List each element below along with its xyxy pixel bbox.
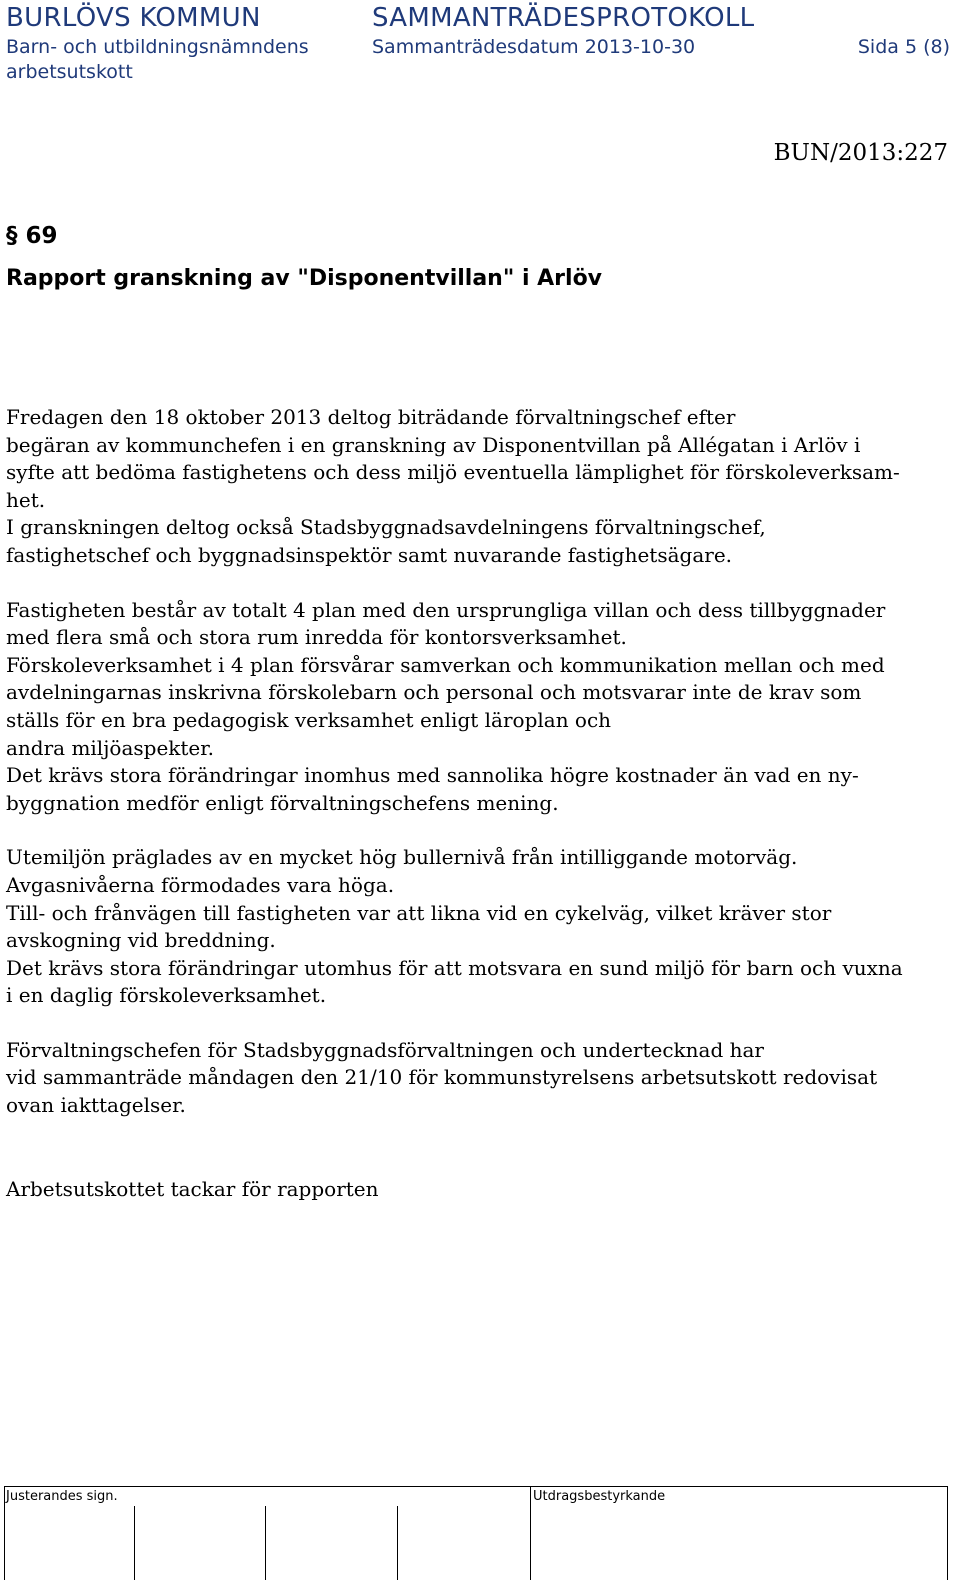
paragraph (6, 844, 956, 1010)
text-line: Till- och frånvägen till fastigheten var att likna vid en cykelväg, vilket kräver stor (6, 900, 832, 925)
page-number: Sida 5 (8) (857, 36, 950, 58)
signature-box-divider (4, 1486, 5, 1580)
text-line: Förvaltningschefen för Stadsbyggnadsförvaltningen och undertecknad har (6, 1037, 764, 1062)
paragraph (6, 597, 956, 818)
text-line: Avgasnivåerna förmodades vara höga. (6, 872, 395, 897)
signature-label: Justerandes sign. (6, 1489, 118, 1504)
text-line: avdelningarnas inskrivna förskolebarn och personal och motsvarar inte de krav som (6, 680, 862, 705)
text-line: Förskoleverksamhet i 4 plan försvårar samverkan och kommunikation mellan och med (6, 652, 885, 677)
text-line: ställs för en bra pedagogisk verksamhet enligt läroplan och (6, 707, 612, 732)
signature-box-divider (530, 1486, 531, 1580)
section-title: Rapport granskning av "Disponentvillan" i Arlöv (6, 266, 603, 291)
text-line: Det krävs stora förändringar utomhus för att motsvara en sund miljö för barn och vuxna (6, 955, 903, 980)
text-line: begäran av kommunchefen i en granskning av Disponentvillan på Allégatan i Arlöv i (6, 432, 861, 457)
text-line: syfte att bedöma fastighetens och dess miljö eventuella lämplighet för förskoleverksam- (6, 460, 900, 485)
paragraph (6, 1037, 956, 1120)
committee-name-cont: arbetsutskott (6, 61, 133, 83)
text-line: andra miljöaspekter. (6, 735, 214, 760)
page-header (0, 0, 960, 90)
text-line: fastighetschef och byggnadsinspektör samt nuvarande fastighetsägare. (6, 542, 733, 567)
text-line: Utemiljön präglades av en mycket hög bullernivå från intilliggande motorväg. (6, 845, 798, 870)
signature-box-divider (265, 1506, 266, 1580)
text-line: I granskningen deltog också Stadsbyggnadsavdelningens förvaltningschef, (6, 515, 766, 540)
text-line: ovan iakttagelser. (6, 1093, 186, 1118)
certification-label: Utdragsbestyrkande (533, 1489, 666, 1504)
organization-name: BURLÖVS KOMMUN (6, 3, 261, 33)
text-line: het. (6, 487, 46, 512)
text-line: med flera små och stora rum inredda för kontorsverksamhet. (6, 625, 627, 650)
text-line: Fastigheten består av totalt 4 plan med den ursprungliga villan och dess tillbyggnader (6, 597, 886, 622)
text-line: Det krävs stora förändringar inomhus med sannolika högre kostnader än vad en ny- (6, 763, 859, 788)
body-text (6, 404, 956, 1120)
signature-footer (0, 1486, 960, 1580)
document-type: SAMMANTRÄDESPROTOKOLL (372, 3, 755, 33)
text-line: avskogning vid breddning. (6, 928, 276, 953)
signature-box-divider (397, 1506, 398, 1580)
text-line: vid sammanträde måndagen den 21/10 för kommunstyrelsens arbetsutskott redovisat (6, 1065, 878, 1090)
text-line: byggnation medför enligt förvaltningschefens mening. (6, 790, 559, 815)
footer-rule (4, 1486, 948, 1487)
paragraph-number: § 69 (6, 223, 58, 249)
signature-box-divider (134, 1506, 135, 1580)
meeting-date: Sammanträdesdatum 2013-10-30 (372, 36, 696, 58)
closing-statement: Arbetsutskottet tackar för rapporten (6, 1177, 379, 1201)
signature-box-divider (947, 1486, 948, 1580)
reference-number: BUN/2013:227 (773, 140, 948, 166)
paragraph (6, 404, 956, 570)
text-line: Fredagen den 18 oktober 2013 deltog biträdande förvaltningschef efter (6, 405, 736, 429)
text-line: i en daglig förskoleverksamhet. (6, 983, 327, 1008)
committee-name: Barn- och utbildningsnämndens (6, 36, 309, 58)
